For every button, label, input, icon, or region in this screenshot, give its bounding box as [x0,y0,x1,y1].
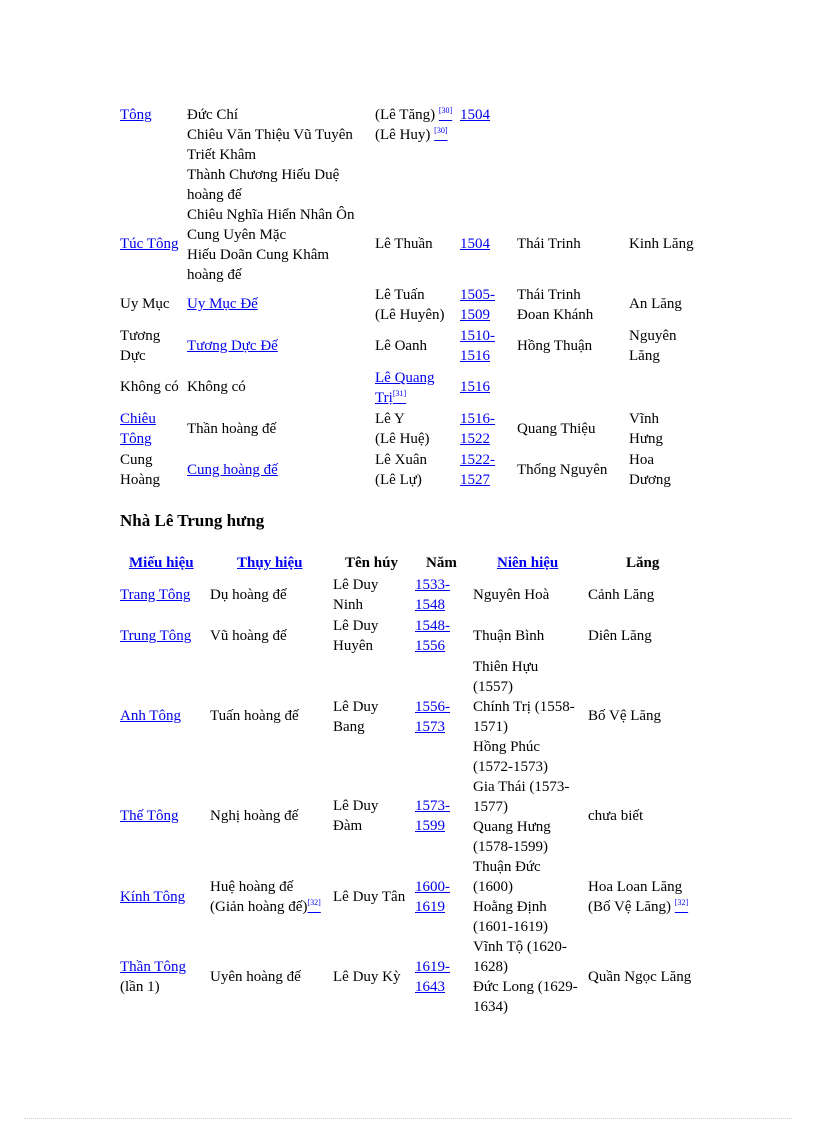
era-name: Thuận Đức (1600) Hoằng Định (1601-1619) [473,859,548,935]
column-header-given-name: Tên húy [345,555,398,571]
year-link[interactable]: 1527 [460,472,490,488]
year-range [415,616,450,656]
temple-name: Uy Mục [120,296,170,312]
posthumous-name: Huệ hoàng đế (Giản hoàng đế)[32] [210,879,321,915]
citation-link[interactable]: [30] [438,106,453,115]
tomb-name: Hoa Dương [629,452,671,488]
year-link[interactable]: 1619- [415,959,450,975]
column-header-era-name[interactable]: Niên hiệu [497,555,559,571]
year-link[interactable]: 1510- [460,328,495,344]
year-range [415,796,450,836]
given-name [375,368,435,408]
era-name: Quang Thiệu [517,421,596,437]
column-header-temple-name[interactable]: Miếu hiệu [129,555,194,571]
year-link[interactable]: 1505- [460,287,495,303]
year-link[interactable]: 1516- [460,411,495,427]
temple-name-link[interactable]: Tông [120,107,152,123]
posthumous-name: Không có [187,379,246,395]
year-link[interactable]: 1504 [460,236,490,252]
tomb-name: Hoa Loan Lăng (Bố Vệ Lăng) [32] [588,879,689,915]
column-header-posthumous-name[interactable]: Thụy hiệu [237,555,303,571]
year-link[interactable]: 1504 [460,107,490,123]
given-name: (Lê Tăng) [30] (Lê Huy) [30] [375,106,453,143]
year-range [460,409,495,449]
year-range [460,326,495,366]
temple-name-link[interactable]: Kính Tông [120,889,186,905]
era-name: Thống Nguyên [517,462,608,478]
year-link[interactable]: 1509 [460,307,490,323]
posthumous-name: Dụ hoàng đế [210,587,287,603]
year-link[interactable]: 1556- [415,699,450,715]
year-link[interactable]: 1522- [460,452,495,468]
year-link[interactable]: 1573- [415,798,450,814]
year-link[interactable]: 1533- [415,577,450,593]
posthumous-name-link[interactable]: Tương Dực Đế [187,338,278,354]
tomb-name: Cảnh Lăng [588,587,655,603]
tomb-name: An Lăng [629,296,682,312]
posthumous-name: Nghị hoàng đế [210,808,299,824]
column-header-tomb: Lăng [626,555,660,571]
given-name-link[interactable]: Trị [375,390,393,406]
era-name: Thuận Bình [473,628,545,644]
temple-name-link[interactable]: Trung Tông [120,628,192,644]
temple-name: Không có [120,379,179,395]
year-range [460,450,495,490]
given-name: Lê Thuần [375,236,433,252]
year-range [415,575,450,615]
tomb-name: Vĩnh Hưng [629,411,663,447]
given-name: Lê Duy Tân [333,889,406,905]
temple-name: Thần Tông (lần 1) [120,959,186,995]
given-name: Lê Duy Bang [333,699,379,735]
temple-name: Tương Dực [120,328,161,364]
posthumous-name-link[interactable]: Uy Mục Đế [187,296,258,312]
temple-name [120,409,156,449]
posthumous-name: Tuấn hoàng đế [210,708,299,724]
era-name: Vĩnh Tộ (1620- 1628) Đức Long (1629- 1634) [473,939,578,1015]
given-name: Lê Xuân (Lê Lự) [375,452,428,488]
temple-name-link[interactable]: Tông [120,431,152,447]
posthumous-name: Thần hoàng đế [187,421,277,437]
year-link[interactable]: 1619 [415,899,445,915]
given-name: Lê Oanh [375,338,428,354]
tomb-name: chưa biết [588,808,644,824]
section-title: Nhà Lê Trung hưng [120,511,265,530]
year-range [415,957,450,997]
column-header-year: Năm [426,555,457,571]
era-name: Thái Trinh Đoan Khánh [517,287,594,323]
year-range [460,285,495,325]
tomb-name: Diên Lăng [588,628,652,644]
temple-name-link[interactable]: Trang Tông [120,587,191,603]
temple-name: Cung Hoàng [120,452,160,488]
year-link[interactable]: 1516 [460,379,490,395]
tomb-name: Quần Ngọc Lăng [588,969,692,985]
year-link[interactable]: 1573 [415,719,445,735]
citation-link[interactable]: [30] [434,126,448,135]
era-name: Gia Thái (1573- 1577) Quang Hưng (1578-1599) [473,779,570,855]
era-name: Nguyên Hoà [473,587,550,603]
year-range [415,697,450,737]
temple-name-link[interactable]: Anh Tông [120,708,181,724]
year-link[interactable]: 1548 [415,597,445,613]
year-link[interactable]: 1600- [415,879,450,895]
given-name: Lê Duy Kỳ [333,969,401,985]
year-link[interactable]: 1522 [460,431,490,447]
page-bottom-divider [24,1118,792,1119]
year-link[interactable]: 1599 [415,818,445,834]
temple-name-link[interactable]: Thế Tông [120,808,179,824]
temple-name-link[interactable]: Chiêu [120,411,156,427]
year-link[interactable]: 1516 [460,348,490,364]
era-name: Hồng Thuận [517,338,593,354]
given-name-link[interactable]: Lê Quang [375,370,435,386]
posthumous-name: Chiêu Nghĩa Hiển Nhân Ôn Cung Uyên Mặc Hiếu Doãn Cung Khâm hoàng đế [187,207,355,283]
year-link[interactable]: 1548- [415,618,450,634]
tomb-name: Kinh Lăng [629,236,694,252]
posthumous-name: Vũ hoàng đế [210,628,287,644]
citation-link[interactable]: [32] [674,898,689,907]
era-name: Thiên Hựu (1557) Chính Trị (1558- 1571) Hồng Phúc (1572-1573) [473,659,575,775]
year-link[interactable]: 1556 [415,638,445,654]
given-name: Lê Duy Huyên [333,618,379,654]
temple-name-link[interactable]: Túc Tông [120,236,179,252]
year-range [415,877,450,917]
tomb-name: Nguyên Lăng [629,328,677,364]
given-name: Lê Duy Đàm [333,798,379,834]
year-link[interactable]: 1643 [415,979,445,995]
given-name: Lê Y (Lê Huệ) [375,411,430,447]
given-name: Lê Duy Ninh [333,577,379,613]
tomb-name: Bố Vệ Lăng [588,708,662,724]
given-name: Lê Tuấn (Lê Huyên) [375,287,445,323]
citation-link[interactable]: [31] [392,389,407,398]
posthumous-name-link[interactable]: Cung hoàng đế [187,462,278,478]
posthumous-name: Uyên hoàng đế [210,969,301,985]
citation-link[interactable]: [32] [307,898,321,907]
posthumous-name: Đức Chí Chiêu Văn Thiệu Vũ Tuyên Triết Khâm Thành Chương Hiếu Duệ hoàng đế [187,107,353,203]
temple-name-link[interactable]: Thần Tông [120,959,186,975]
era-name: Thái Trinh [517,236,581,252]
